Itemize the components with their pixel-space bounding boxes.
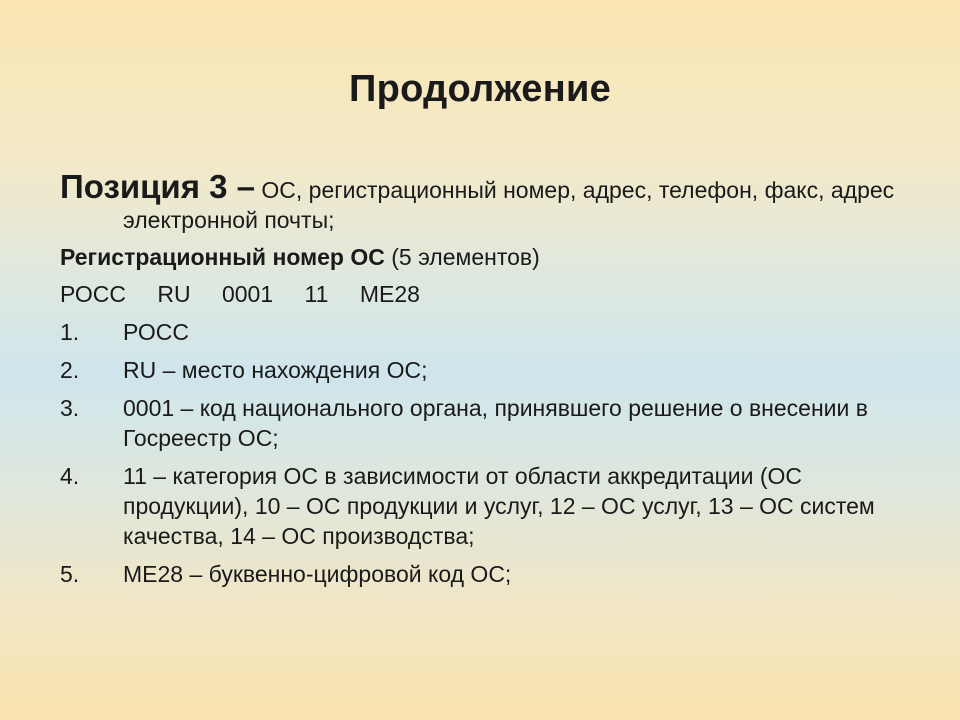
list-item <box>60 355 920 385</box>
list-item <box>60 317 920 347</box>
reg-part: РОСС <box>60 281 126 307</box>
position-3-heading: Позиция 3 – <box>60 168 256 205</box>
list-item <box>60 559 920 589</box>
position-3-text: ОС, регистрационный номер, адрес, телефон, факс, адрес электронной почты; <box>123 177 895 233</box>
list-item-text: 11 – категория ОС в зависимости от области аккредитации (ОС продукции), 10 – ОС продукции и услуг, 12 – ОС услуг, 13 – ОС систем качества, 14 – ОС производства; <box>123 463 875 549</box>
registration-elements-note: (5 элементов) <box>384 244 540 270</box>
slide-body <box>60 168 920 589</box>
reg-part: 0001 <box>221 281 274 307</box>
list-item-text: RU – место нахождения ОС; <box>123 357 428 383</box>
list-item-number: 4. <box>60 463 80 489</box>
list-item-number: 5. <box>60 561 80 587</box>
registration-number-heading <box>60 242 920 272</box>
list-item-number: 1. <box>60 319 80 345</box>
registration-heading-label: Регистрационный номер ОС <box>60 244 385 270</box>
list-item-text: 0001 – код национального органа, принявшего решение о внесении в Госреестр ОС; <box>123 395 868 451</box>
registration-number-example <box>60 279 920 309</box>
reg-part: 11 <box>304 281 329 307</box>
list-item-number: 3. <box>60 395 80 421</box>
slide-title: Продолжение <box>348 68 612 110</box>
list-item <box>60 461 920 551</box>
position-3-paragraph <box>60 168 920 235</box>
list-item-number: 2. <box>60 357 80 383</box>
reg-part: МЕ28 <box>359 281 420 307</box>
list-item-text: РОСС <box>123 319 189 345</box>
list-item-text: МЕ28 – буквенно-цифровой код ОС; <box>123 561 512 587</box>
list-item <box>60 393 920 453</box>
reg-part: RU <box>157 281 191 307</box>
registration-elements-list <box>60 317 920 589</box>
